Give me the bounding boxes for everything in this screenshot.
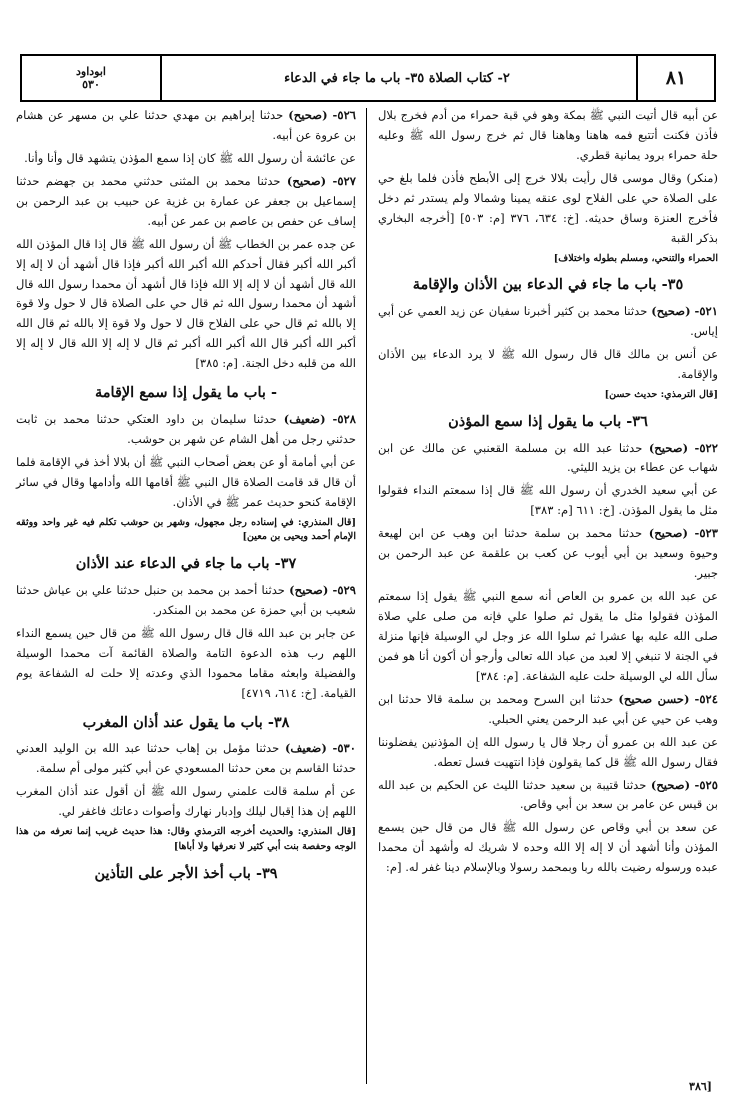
hadith-521 (378, 302, 718, 342)
hadith-matn: عن أم سلمة قالت علمني رسول الله ﷺ أن أقول عند أذان المغرب اللهم إن هذا إقبال ليلك وإدبار نهارك وأصوات دعاتك فاغفر لي. (16, 784, 356, 819)
column-divider (366, 108, 367, 1084)
hadith-isnad: حدثنا إبراهيم بن مهدي حدثنا علي بن مسهر عن هشام بن عروة عن أبيه. (16, 108, 356, 142)
hadith-number: ٥٢١- (694, 304, 718, 319)
takhrij-note: [قال المنذري: في إسناده رجل مجهول، وشهر بن حوشب تكلم فيه غير واحد ووثقه الإمام أحمد ويحيى بن معين] (16, 516, 356, 543)
right-column (378, 106, 718, 881)
hadith-530 (16, 739, 356, 779)
hadith-number: ٥٢٢- (694, 440, 719, 455)
book-hadith-number: ٥٣٠ (82, 78, 100, 91)
hadith-527 (16, 172, 356, 232)
hadith-variant-text: (منكر) وقال موسى قال رأيت بلالا خرج إلى الأبطح فأذن فلما بلغ حي على الصلاة حي على الفلاح لوى عنقه يمينا وشمالا ولم يستدر ثم دخل فأخرج العنزة وساق حديثه. [خ: ٦٣٤، ٣٧٦ [م: ٥٠٣] [أخرجه البخاري بذكر القبة (378, 170, 718, 245)
hadith-number: ٥٢٧- (332, 173, 356, 188)
running-title: ٢- كتاب الصلاة ٣٥- باب ما جاء في الدعاء (284, 70, 510, 86)
hadith-matn: عن جابر بن عبد الله قال قال رسول الله ﷺ من قال حين يسمع النداء اللهم رب هذه الدعوة التامة والصلاة القائمة آت محمدا الوسيلة والفضيلة وابعثه مقاما محمودا الذي وعدته إلا حلت له الشفاعة يوم القيامة. [خ: ٦١٤، ٤٧١٩] (16, 625, 356, 700)
book-reference (22, 56, 162, 100)
continued-hadith-text: عن أبيه قال أتيت النبي ﷺ بمكة وهو في قبة حمراء من أدم فخرج بلال فأذن فكنت أتتبع فمه هاهنا وهاهنا قال ثم خرج رسول الله ﷺ وعليه حلة حمراء برود يمانية قطري. (378, 108, 718, 162)
hadith-number: ٥٣٠- (332, 741, 356, 756)
hadith-grade: (صحيح) (289, 583, 329, 598)
hadith-isnad: حدثنا محمد بن كثير أخبرنا سفيان عن زيد العمي عن أبي إياس. (378, 304, 718, 339)
book-name: ابوداود (76, 64, 106, 78)
hadith-grade: (ضعيف) (283, 411, 326, 426)
continued-reference: ٣٨٦] (689, 1080, 712, 1093)
hadith-isnad: حدثنا قتيبة بن سعيد حدثنا الليث عن الحكيم بن عبد الله بن قيس عن عامر بن سعد بن أبي وقاص. (378, 777, 718, 812)
hadith-grade: (صحيح) (648, 526, 688, 541)
hadith-matn: عن جده عمر بن الخطاب ﷺ أن رسول الله ﷺ قال إذا قال المؤذن الله أكبر الله أكبر فقال أحدكم الله أكبر الله أكبر فإذا قال أشهد أن لا إله إلا الله قال أشهد أن لا إله إلا الله فإذا قال أشهد أن محمدا رسول الله قال أشهد أن محمدا رسول الله ثم قال حي على الصلاة قال لا حول ولا قوة إلا بالله ثم قال حي على الفلاح قال لا حول ولا قوة إلا بالله ثم قال الله أكبر الله أكبر قال الله أكبر الله أكبر ثم قال لا إله إلا الله قال لا إله إلا الله من قلبه دخل الجنة. [م: ٣٨٥] (16, 236, 356, 371)
hadith-number: ٥٢٥- (694, 777, 719, 792)
hadith-number: ٥٢٣- (694, 526, 719, 541)
hadith-number: ٥٢٤- (694, 691, 718, 706)
hadith-grade: (صحيح) (650, 777, 691, 792)
hadith-number: ٥٢٨- (332, 411, 356, 426)
hadith-grade: (صحيح) (651, 304, 691, 319)
hadith-grade: (صحيح) (288, 108, 328, 122)
hadith-526 (16, 106, 356, 146)
hadith-isnad: حدثنا محمد بن سلمة حدثنا ابن وهب عن ابن لهيعة وحيوة وسعيد بن أبي أيوب عن كعب بن علقمة عن عبد الرحمن بن جبير. (378, 526, 718, 581)
hadith-isnad: حدثنا محمد بن المثنى حدثني محمد بن جهضم حدثنا إسماعيل بن جعفر عن عمارة بن غزية عن حبيب بن عبد الرحمن بن إساف عن حفص بن عاصم بن عمر عن أبيه. (16, 173, 356, 228)
hadith-grade: (حسن صحيح) (618, 691, 690, 706)
hadith-matn: عن أنس بن مالك قال قال رسول الله ﷺ لا يرد الدعاء بين الأذان والإقامة. (378, 347, 718, 381)
chapter-heading-37: ٣٧- باب ما جاء في الدعاء عند الأذان (75, 555, 297, 573)
takhrij-note: [قال المنذري: والحديث أخرجه الترمذي وقال: هذا حديث غريب إنما نعرفه من هذا الوجه وحفصة بنت أبي كثير لا نعرفها ولا أباها] (16, 826, 356, 853)
takhrij-note: [قال الترمذي: حديث حسن] (604, 388, 718, 400)
page-header (20, 54, 716, 102)
hadith-matn: عن سعد بن أبي وقاص عن رسول الله ﷺ قال من قال حين يسمع المؤذن وأنا أشهد أن لا إله إلا الله وحده لا شريك له وأشهد أن محمدا عبده ورسوله رضيت بالله ربا وبمحمد رسولا وبالإسلام دينا غفر له. [م: (378, 820, 718, 875)
hadith-525 (378, 776, 718, 816)
hadith-number: ٥٢٦- (332, 108, 357, 122)
hadith-isnad: حدثنا مؤمل بن إهاب حدثنا عبد الله بن الوليد العدني حدثنا القاسم بن معن حدثنا المسعودي عن أبي كثير مولى أم سلمة. (16, 741, 356, 776)
hadith-524 (378, 690, 718, 730)
hadith-isnad: حدثنا عبد الله بن مسلمة القعنبي عن مالك عن ابن شهاب عن عطاء بن يزيد الليثي. (378, 440, 718, 475)
hadith-grade: (صحيح) (286, 173, 327, 188)
chapter-heading-35: ٣٥- باب ما جاء في الدعاء بين الأذان والإقامة (412, 276, 684, 294)
hadith-isnad: حدثنا سليمان بن داود العتكي حدثنا محمد بن ثابت حدثني رجل من أهل الشام عن شهر بن حوشب. (16, 411, 356, 446)
takhrij-note: الحمراء والتنحي، ومسلم بطوله واختلاف] (553, 252, 718, 264)
hadith-isnad: حدثنا أحمد بن محمد بن حنبل حدثنا علي بن عياش حدثنا شعيب بن أبي حمزة عن محمد بن المنكدر. (16, 583, 356, 618)
hadith-matn: عن أبي سعيد الخدري أن رسول الله ﷺ قال إذا سمعتم النداء فقولوا مثل ما يقول المؤذن. [خ: ٦١١ [م: ٣٨٣] (378, 483, 718, 518)
hadith-522 (378, 439, 718, 479)
hadith-matn: عن أبي أمامة أو عن بعض أصحاب النبي ﷺ أن بلالا أخذ في الإقامة فلما أن قال قد قامت الصلاة قال النبي ﷺ أقامها الله وأدامها وقال في سائر الإقامة كنحو حديث عمر ﷺ في الأذان. (16, 454, 356, 509)
hadith-grade: (صحيح) (648, 440, 689, 455)
hadith-isnad: حدثنا ابن السرح ومحمد بن سلمة قالا حدثنا ابن وهب عن حيي عن أبي عبد الرحمن يعني الحبلي. (378, 691, 718, 726)
page-number: ٨١ (636, 56, 714, 100)
chapter-heading-38: ٣٨- باب ما يقول عند أذان المغرب (82, 713, 290, 731)
book-page (6, 6, 726, 1106)
hadith-number: ٥٢٩- (332, 583, 357, 598)
hadith-matn: عن عبد الله بن عمرو أن رجلا قال يا رسول الله إن المؤذنين يفضلوننا فقال رسول الله ﷺ قل كما يقولون فإذا انتهيت فسل تعطه. (378, 734, 718, 769)
hadith-grade: (ضعيف) (284, 741, 327, 756)
chapter-heading-iqama: - باب ما يقول إذا سمع الإقامة (95, 384, 277, 402)
chapter-heading-36: ٣٦- باب ما يقول إذا سمع المؤذن (448, 412, 648, 430)
hadith-528 (16, 410, 356, 450)
left-column (16, 106, 356, 891)
hadith-matn: عن عبد الله بن عمرو بن العاص أنه سمع النبي ﷺ يقول إذا سمعتم المؤذن فقولوا مثل ما يقول ثم صلوا علي فإنه من صلى علي صلاة صلى الله عليه بها عشرا ثم سلوا الله عز وجل لي الوسيلة فإنها منزلة في الجنة لا تنبغي إلا لعبد من عباد الله تعالى وأرجو أن أكون أنا هو فمن سأل الله لي الوسيلة حلت عليه الشفاعة. [م: ٣٨٤] (378, 589, 718, 683)
chapter-heading-39: ٣٩- باب أخذ الأجر على التأذين (94, 864, 278, 882)
hadith-matn: عن عائشة أن رسول الله ﷺ كان إذا سمع المؤذن يتشهد قال وأنا وأنا. (24, 150, 356, 165)
hadith-523 (378, 524, 718, 584)
hadith-529 (16, 581, 356, 621)
